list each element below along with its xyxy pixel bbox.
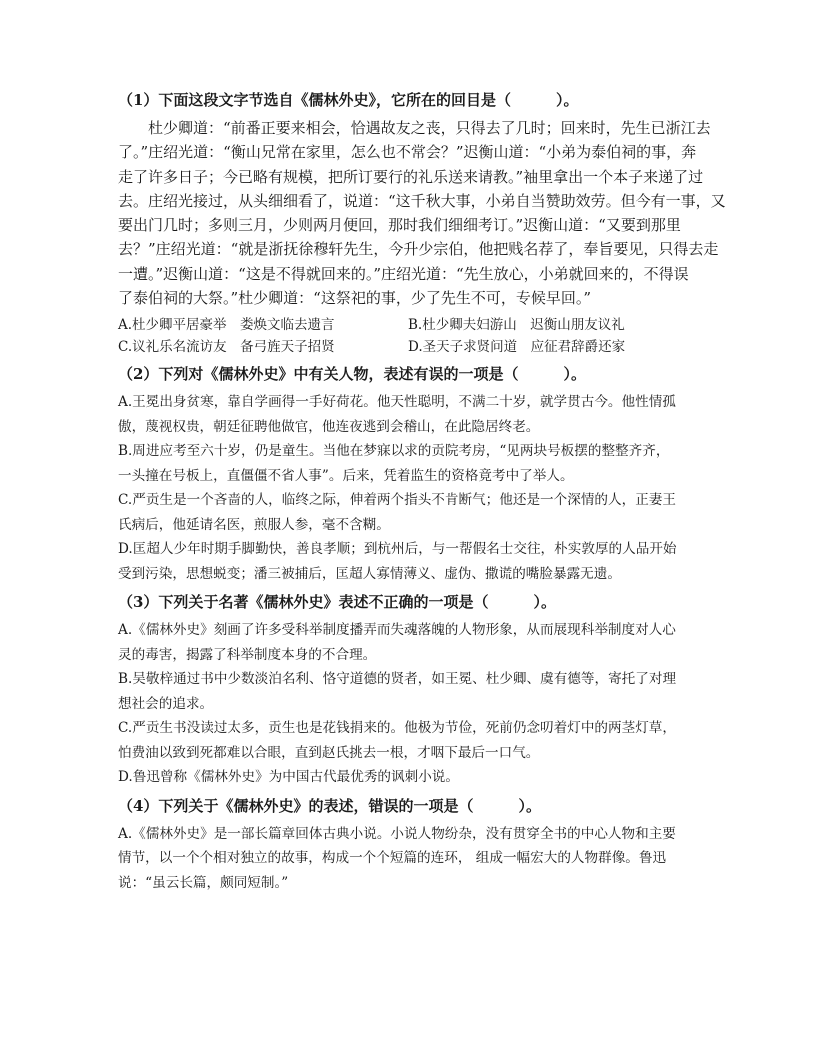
question-1-options-row	[118, 314, 700, 336]
question-2-option-d	[118, 537, 700, 586]
question-2-option-b	[118, 439, 700, 488]
option-d: D.圣天子求贤问道 应征君辞爵还家	[408, 339, 626, 356]
question-3-option-c	[118, 716, 700, 765]
question-1-title: （1）下面这段文字节选自《儒林外史》，它所在的回目是（ ）。	[118, 91, 579, 109]
question-2-option-a	[118, 390, 700, 439]
passage-line: 去？”庄绍光道：“就是浙抚徐穆轩先生，今升少宗伯，他把贱名荐了，奉旨要见，只得去走	[118, 240, 719, 259]
passage-line: 了。”庄绍光道：“衡山兄常在家里，怎么也不常会？”迟衡山道：“小弟为泰伯祠的事，奔	[118, 143, 697, 162]
passage-line: 走了许多日子；今已略有规模，把所订要行的礼乐送来请教。”袖里拿出一个本子来递了过	[118, 167, 704, 186]
question-3-option-b	[118, 667, 700, 716]
option-line: 情节，以一个个相对独立的故事，构成一个个短篇的连环， 组成一幅宏大的人物群像。鲁迅	[118, 850, 667, 867]
option-line: D.鲁迅曾称《儒林外史》为中国古代最优秀的讽刺小说。	[118, 769, 459, 786]
option-b: B.杜少卿夫妇游山 迟衡山朋友议礼	[408, 317, 625, 334]
passage-line: 了泰伯祠的大祭。”杜少卿道：“这祭祀的事，少了先生不可，专候早回。”	[118, 289, 592, 308]
document-page	[118, 90, 726, 895]
option-line: 灵的毒害，揭露了科举制度本身的不合理。	[118, 646, 377, 663]
question-2-title: （2）下列对《儒林外史》中有关人物，表述有误的一项是（ ）。	[118, 365, 586, 384]
question-3-title: （3）下列关于名著《儒林外史》表述不正确的一项是（ ）。	[118, 593, 556, 612]
question-1-passage	[118, 116, 726, 310]
passage-line: 要出门几时；多则三月，少则两月便回，那时我们细细考订。”迟衡山道：“又要到那里	[118, 216, 681, 235]
option-line: B.周进应考至六十岁，仍是童生。当他在梦寐以求的贡院考房，“见两块号板摆的整整齐齐，	[118, 443, 670, 460]
option-line: 说：“虽云长篇，颇同短制。”	[118, 874, 289, 891]
passage-line: 一遭。”迟衡山道：“这是不得就回来的。”庄绍光道：“先生放心，小弟就回来的，不得误	[118, 264, 689, 283]
passage-line: 杜少卿道：“前番正要来相会，恰遇故友之丧，只得去了几时；回来时，先生已浙江去	[118, 119, 711, 137]
passage-line: 去。庄绍光接过，从头细细看了，说道：“这千秋大事，小弟自当赞助效劳。但今有一事，又	[118, 191, 726, 210]
option-line: B.吴敬梓通过书中少数淡泊名利、恪守道德的贤者，如王冕、杜少卿、虞有德等，寄托了对理	[118, 671, 677, 688]
option-line: D.匡超人少年时期手脚勤快，善良孝顺；到杭州后，与一帮假名士交往，朴实敦厚的人品开始	[118, 541, 677, 558]
option-line: 想社会的追求。	[118, 695, 214, 712]
option-line: 氏病后，他延请名医，煎服人参，毫不含糊。	[118, 516, 390, 533]
question-4-option-a	[118, 822, 700, 896]
option-line: A.《儒林外史》是一部长篇章回体古典小说。小说人物纷杂，没有贯穿全书的中心人物和主要	[118, 825, 676, 842]
question-2-option-c	[118, 488, 700, 537]
question-4-title: （4）下列关于《儒林外史》的表述，错误的一项是（ ）。	[118, 796, 541, 815]
option-line: 一头撞在号板上，直僵僵不省人事”。后来，凭着监生的资格竟考中了举人。	[118, 467, 574, 484]
option-line: 怕费油以致到死都难以合眼，直到赵氏挑去一根，才咽下最后一口气。	[118, 744, 540, 761]
question-3-option-a	[118, 618, 700, 667]
option-line: C.严贡生书没读过太多，贡生也是花钱捐来的。他极为节俭，死前仍念叨着灯中的两茎灯草，	[118, 720, 676, 737]
option-line: C.严贡生是一个吝啬的人，临终之际，伸着两个指头不肯断气；他还是一个深情的人，正妻王	[118, 492, 676, 509]
option-line: A.王冕出身贫寒，靠自学画得一手好荷花。他天性聪明，不满二十岁，就学贯古今。他性情孤	[118, 394, 676, 411]
option-line: 受到污染，思想蜕变；潘三被捕后，匡超人寡情薄义、虚伪、撒谎的嘴脸暴露无遗。	[118, 565, 621, 582]
option-line: 傲，蔑视权贵，朝廷征聘他做官，他连夜逃到会稽山，在此隐居终老。	[118, 418, 540, 435]
option-c: C.议礼乐名流访友 备弓旌天子招贤	[118, 339, 335, 356]
option-a: A.杜少卿平居豪举 娄焕文临去遗言	[118, 317, 335, 334]
question-3-option-d	[118, 765, 700, 790]
question-1-options-row	[118, 336, 700, 358]
option-line: A.《儒林外史》刻画了许多受科举制度播弄而失魂落魄的人物形象，从而展现科举制度对人心	[118, 622, 676, 639]
